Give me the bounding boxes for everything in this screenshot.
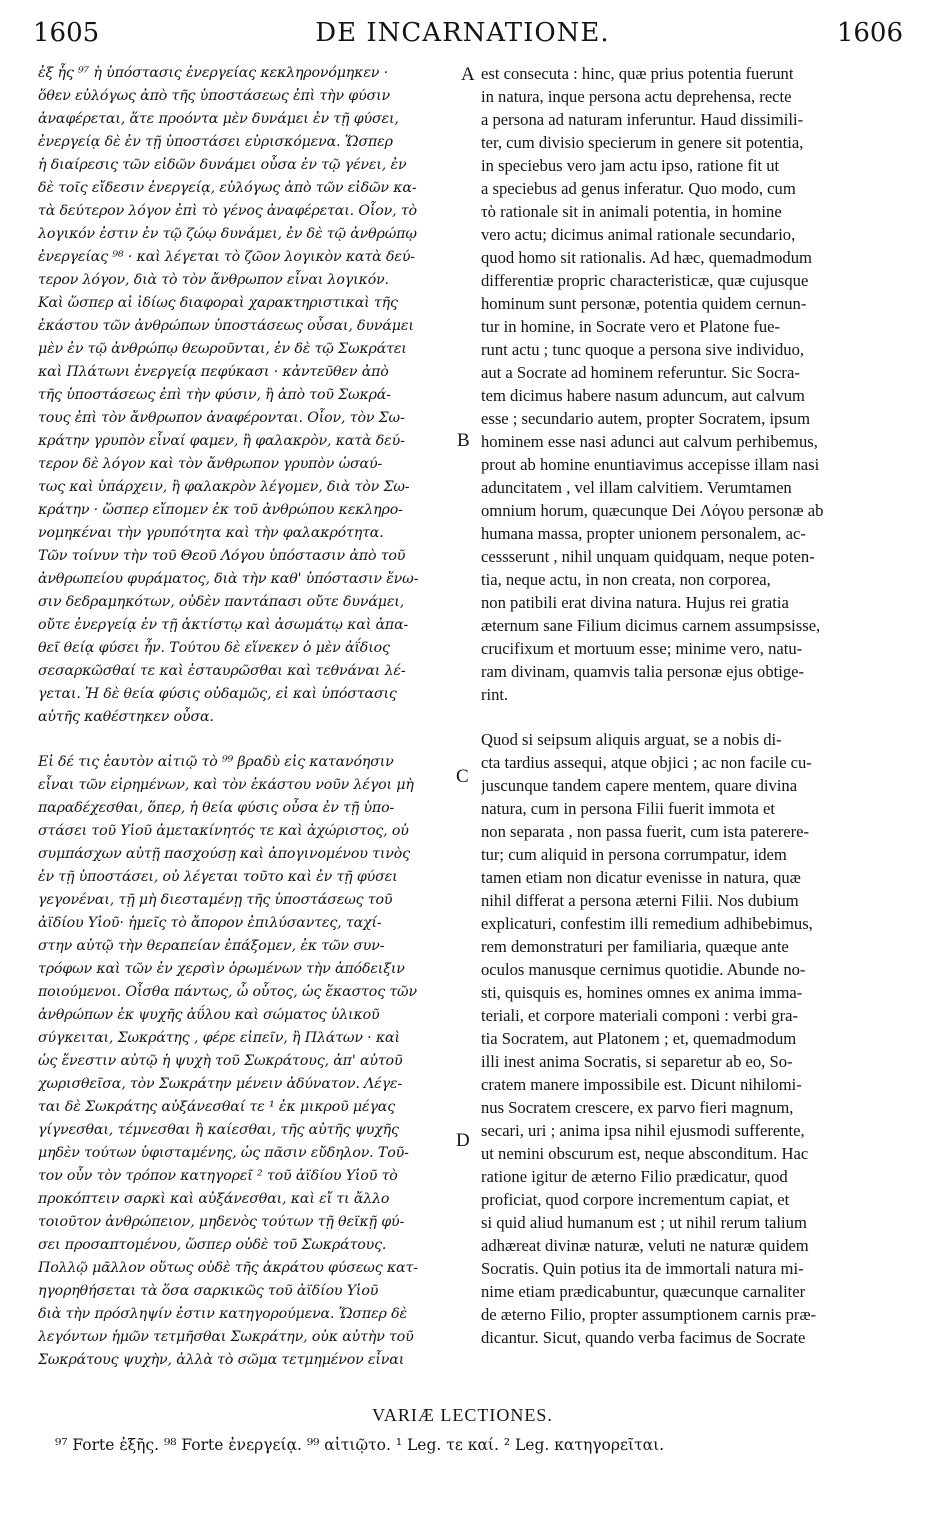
- text-line: tia Socratem, aut Platonem ; et, quemadmodum: [481, 1029, 797, 1048]
- text-line: rint.: [481, 685, 509, 704]
- text-line: ram divinam, quamvis talia personæ ejus obtige-: [481, 662, 805, 681]
- section-marker-b: B: [457, 430, 470, 451]
- text-line: secari, uri ; anima ipsa nihil ejusmodi sufferente,: [481, 1121, 805, 1140]
- text-line: γεται. Ἡ δὲ θεία φύσις οὐδαμῶς, εἰ καὶ ὑπόστασις: [38, 686, 397, 702]
- text-line: σεσαρκῶσθαί τε καὶ ἐσταυρῶσθαι καὶ τεθνάναι λέ-: [38, 663, 406, 679]
- text-line: non patibili erat divina natura. Hujus rei gratia: [481, 593, 789, 612]
- paragraph-gap: [481, 706, 901, 728]
- text-line: ἐνεργείᾳ δὲ ἐν τῇ ὑποστάσει εὑρισκόμενα. Ὥσπερ: [38, 134, 393, 150]
- text-line: de æterno Filio, propter assumptionem carnis præ-: [481, 1305, 817, 1324]
- running-title: DE INCARNATIONE.: [315, 18, 610, 48]
- text-line: στάσει τοῦ Υἱοῦ ἀμετακίνητός τε καὶ ἀχώριστος, οὐ: [38, 823, 409, 839]
- text-line: ter, cum divisio specierum in genere sit potentia,: [481, 133, 804, 152]
- text-line: tamen etiam non dicatur evenisse in natura, quæ: [481, 868, 801, 887]
- text-line: σει προσαπτομένου, ὥσπερ οὐδὲ τοῦ Σωκράτους.: [38, 1237, 387, 1253]
- text-line: τῆς ὑποστάσεως ἐπὶ τὴν φύσιν, ἢ ἀπὸ τοῦ Σωκρά-: [38, 387, 391, 403]
- text-line: dicantur. Sicut, quando verba facimus de Socrate: [481, 1328, 806, 1347]
- text-line: ἀϊδίου Υἱοῦ· ἡμεῖς τὸ ἄπορον ἐπιλύσαντες, ταχί-: [38, 915, 382, 931]
- section-marker-c: C: [456, 766, 469, 787]
- text-line: λεγόντων ἡμῶν τετμῆσθαι Σωκράτην, οὐκ αὐτὴν τοῦ: [38, 1329, 414, 1345]
- text-line: adhæreat divinæ naturæ, veluti ne naturæ quidem: [481, 1236, 809, 1255]
- text-line: proficiat, quod corpore incrementum capiat, et: [481, 1190, 790, 1209]
- text-line: teriali, et corpore materiali componi : verbi gra-: [481, 1006, 798, 1025]
- text-line: τους ἐπὶ τὸν ἄνθρωπον ἀναφέρονται. Οἷον, τὸν Σω-: [38, 410, 405, 426]
- text-line: nus Socratem crescere, ex parvo fieri magnum,: [481, 1098, 794, 1117]
- text-line: ἑκάστου τῶν ἀνθρώπων ὑποστάσεως οὖσαι, δυνάμει: [38, 318, 414, 334]
- text-line: aduncitatem , vel illam calvitiem. Verumtamen: [481, 478, 792, 497]
- text-line: οὔτε ἐνεργείᾳ ἐν τῇ ἀκτίστῳ καὶ ἀσωμάτῳ καὶ ἀπα-: [38, 617, 409, 633]
- text-line: τοιοῦτον ἀνθρώπειον, μηδενὸς τούτων τῇ θεϊκῇ φύ-: [38, 1214, 405, 1230]
- text-line: rem demonstraturi per familiaria, quæque ante: [481, 937, 789, 956]
- text-line: ποιούμενοι. Οἶσθα πάντως, ὦ οὗτος, ὡς ἕκαστος τῶν: [38, 984, 417, 1000]
- text-line: Socratis. Quin potius ita de immortali natura mi-: [481, 1259, 804, 1278]
- text-line: εἶναι τῶν εἰρημένων, καὶ τὸν ἑκάστου νοῦν λέγοι μὴ: [38, 777, 414, 793]
- text-line: γίγνεσθαι, τέμνεσθαι ἢ καίεσθαι, τῆς αὐτῆς ψυχῆς: [38, 1122, 399, 1138]
- variae-lectiones-notes: ⁹⁷ Forte ἐξῆς. ⁹⁸ Forte ἐνεργείᾳ. ⁹⁹ αἰτιῷτο. ¹ Leg. τε καί. ² Leg. κατηγορεῖται.: [55, 1436, 665, 1454]
- text-line: ὡς ἔνεστιν αὐτῷ ἡ ψυχὴ τοῦ Σωκράτους, ἀπ' αὐτοῦ: [38, 1053, 403, 1069]
- text-line: oculos manusque cernimus quotidie. Abunde no-: [481, 960, 806, 979]
- variae-lectiones-title: VARIÆ LECTIONES.: [372, 1405, 553, 1425]
- text-line: σύγκειται, Σωκράτης , φέρε εἰπεῖν, ἢ Πλάτων · καὶ: [38, 1030, 400, 1046]
- text-line: ἀνθρωπείου φυράματος, διὰ τὴν καθ' ὑπόστασιν ἕνω-: [38, 571, 419, 587]
- page-number-left: 1605: [33, 18, 100, 48]
- text-line: ἀνθρώπων ἐκ ψυχῆς ἀΰλου καὶ σώματος ὑλικοῦ: [38, 1007, 380, 1023]
- section-marker-d: D: [456, 1130, 470, 1151]
- text-line: in natura, inque persona actu deprehensa, recte: [481, 87, 792, 106]
- text-line: aut a Socrate ad hominem referuntur. Sic Socra-: [481, 363, 800, 382]
- page-number-right: 1606: [836, 18, 903, 48]
- text-line: a persona ad naturam inferuntur. Haud dissimili-: [481, 110, 804, 129]
- page-header: [0, 18, 925, 58]
- text-line: θεῖ θείᾳ φύσει ἦν. Τούτου δὲ εἵνεκεν ὁ μὲν ἀΐδιος: [38, 640, 390, 656]
- text-line: Quod si seipsum aliquis arguat, se a nobis di-: [481, 730, 782, 749]
- text-line: crucifixum et mortuum esse; minime vero, natu-: [481, 639, 803, 658]
- text-line: ἐξ ἧς ⁹⁷ ἡ ὑπόστασις ἐνεργείας κεκληρονόμηκεν ·: [38, 65, 388, 81]
- text-line: tem dicimus habere nasum aduncum, aut calvum: [481, 386, 805, 405]
- text-line: στην αὐτῷ τὴν θεραπείαν ἐπάξομεν, ἐκ τῶν συν-: [38, 938, 385, 954]
- text-line: nime etiam prædicabuntur, quæcunque carnaliter: [481, 1282, 806, 1301]
- text-line: ratione igitur de æterno Filio prædicatur, quod: [481, 1167, 788, 1186]
- text-line: in speciebus vero jam actu ipso, ratione fit ut: [481, 156, 780, 175]
- text-line: omnium horum, quæcunque Dei Λόγου personæ ab: [481, 501, 824, 520]
- text-line: ὅθεν εὐλόγως ἀπὸ τῆς ὑποστάσεως ἐπὶ τὴν φύσιν: [38, 88, 390, 104]
- text-line: συμπάσχων αὐτῇ πασχούσῃ καὶ ἀπογινομένου τινὸς: [38, 846, 410, 862]
- text-line: διὰ τὴν πρόσληψίν ἐστιν κατηγορούμενα. Ὥσπερ δὲ: [38, 1306, 407, 1322]
- text-line: ἐν τῇ ὑποστάσει, οὐ λέγεται τοῦτο καὶ ἐν τῇ φύσει: [38, 869, 398, 885]
- text-line: Τῶν τοίνυν τὴν τοῦ Θεοῦ Λόγου ὑπόστασιν ἀπὸ τοῦ: [38, 548, 406, 564]
- text-line: προκόπτειν σαρκὶ καὶ αὐξάνεσθαι, καὶ εἴ τι ἄλλο: [38, 1191, 390, 1207]
- text-line: νομηκέναι τὴν γρυπότητα καὶ τὴν φαλακρότητα.: [38, 525, 384, 541]
- text-line: Σωκράτους ψυχὴν, ἀλλὰ τὸ σῶμα τετμημένον εἶναι: [38, 1352, 405, 1368]
- section-marker-a: A: [461, 64, 475, 85]
- text-line: differentiæ propric characteristicæ, quæ cujusque: [481, 271, 809, 290]
- text-line: juscunque tandem capere mentem, quare divina: [481, 776, 798, 795]
- text-line: runt actu ; tunc quoque a persona sive individuo,: [481, 340, 805, 359]
- text-line: sti, quisquis es, homines omnes ex anima imma-: [481, 983, 803, 1002]
- text-line: ἀναφέρεται, ἅτε προόντα μὲν δυνάμει ἐν τῇ φύσει,: [38, 111, 399, 127]
- text-line: non separata , non passa fuerit, cum ista paterere-: [481, 822, 810, 841]
- text-line: nihil differat a persona æterni Filii. Nos dubium: [481, 891, 799, 910]
- text-line: cessserunt , nihil unquam quidquam, neque poten-: [481, 547, 815, 566]
- text-line: αὐτῆς καθέστηκεν οὖσα.: [38, 709, 214, 725]
- text-line: μὲν ἐν τῷ ἀνθρώπῳ θεωροῦνται, ἐν δὲ τῷ Σωκράτει: [38, 341, 407, 357]
- latin-column: [481, 62, 901, 1349]
- text-line: ut nemini obscurum est, neque absconditum. Hac: [481, 1144, 809, 1163]
- text-line: humana massa, propter unionem personalem, ac-: [481, 524, 806, 543]
- text-line: quod homo sit rationalis. Ad hæc, quemadmodum: [481, 248, 812, 267]
- text-line: ἐνεργείας ⁹⁸ · καὶ λέγεται τὸ ζῶον λογικὸν κατὰ δεύ-: [38, 249, 415, 265]
- text-line: illi inest anima Socratis, si separetur ab eo, So-: [481, 1052, 793, 1071]
- text-line: τον οὖν τὸν τρόπον κατηγορεῖ ² τοῦ ἀϊδίου Υἱοῦ τὸ: [38, 1168, 398, 1184]
- text-line: tur; cum aliquid in persona corrumpatur, idem: [481, 845, 787, 864]
- text-line: λογικόν ἐστιν ἐν τῷ ζώῳ δυνάμει, ἐν δὲ τῷ ἀνθρώπῳ: [38, 226, 417, 242]
- text-line: hominem esse nasi adunci aut calvum perhibemus,: [481, 432, 818, 451]
- text-line: κράτην γρυπὸν εἶναί φαμεν, ἢ φαλακρὸν, κατὰ δεύ-: [38, 433, 405, 449]
- text-line: τερον λόγον, διὰ τὸ τὸν ἄνθρωπον εἶναι λογικόν.: [38, 272, 389, 288]
- text-line: κράτην · ὥσπερ εἴπομεν ἐκ τοῦ ἀνθρώπου κεκληρο-: [38, 502, 403, 518]
- text-line: est consecuta : hinc, quæ prius potentia fuerunt: [481, 64, 794, 83]
- greek-column: [38, 62, 460, 1372]
- text-line: τὸ rationale sit in animali potentia, in homine: [481, 202, 782, 221]
- text-line: τρόφων καὶ τῶν ἐν χερσὶν ὁρωμένων τὴν ἀπόδειξιν: [38, 961, 405, 977]
- paragraph-gap: [38, 729, 460, 751]
- text-line: hominum sunt personæ, potentia quidem cernun-: [481, 294, 807, 313]
- text-line: χωρισθεῖσα, τὸν Σωκράτην μένειν ἀδύνατον. Λέγε-: [38, 1076, 403, 1092]
- text-line: cta tardius assequi, atque objici ; ac non facile cu-: [481, 753, 812, 772]
- text-line: καὶ Πλάτωνι ἐνεργείᾳ πεφύκασι · κἀντεῦθεν ἀπὸ: [38, 364, 389, 380]
- text-line: ται δὲ Σωκράτης αὐξάνεσθαί τε ¹ ἐκ μικροῦ μέγας: [38, 1099, 396, 1115]
- text-line: explicaturi, confestim illi remedium adhibebimus,: [481, 914, 813, 933]
- text-line: tia, neque actu, in non creata, non corporea,: [481, 570, 771, 589]
- text-line: δὲ τοῖς εἴδεσιν ἐνεργείᾳ, εὐλόγως ἀπὸ τῶν εἰδῶν κα-: [38, 180, 417, 196]
- text-line: ηγορηθήσεται τὰ ὅσα σαρκικῶς τοῦ ἀϊδίου Υἱοῦ: [38, 1283, 379, 1299]
- text-line: σιν δεδραμηκότων, οὐδὲν παντάπασι οὔτε δυνάμει,: [38, 594, 405, 610]
- text-line: tur in homine, in Socrate vero et Platone fue-: [481, 317, 781, 336]
- text-line: Καὶ ὥσπερ αἱ ἰδίως διαφοραὶ χαρακτηριστικαὶ τῆς: [38, 295, 398, 311]
- text-line: prout ab homine enuntiavimus accepisse illam nasi: [481, 455, 820, 474]
- text-line: γεγονέναι, τῇ μὴ διεσταμένῃ τῆς ὑποστάσεως τοῦ: [38, 892, 393, 908]
- text-line: a speciebus ad genus inferatur. Quo modo, cum: [481, 179, 796, 198]
- text-line: ἡ διαίρεσις τῶν εἰδῶν δυνάμει οὖσα ἐν τῷ γένει, ἐν: [38, 157, 407, 173]
- text-line: τὰ δεύτερον λόγον ἐπὶ τὸ γένος ἀναφέρεται. Οἷον, τὸ: [38, 203, 417, 219]
- text-line: natura, cum in persona Filii fuerit immota et: [481, 799, 776, 818]
- text-line: æternum sane Filium dicimus carnem assumpsisse,: [481, 616, 821, 635]
- text-line: Πολλῷ μᾶλλον οὕτως οὐδὲ τῆς ἀκράτου φύσεως κατ-: [38, 1260, 418, 1276]
- text-line: μηδὲν τούτων ὑφισταμένης, ὡς πᾶσιν εὔδηλον. Τοῦ-: [38, 1145, 409, 1161]
- text-line: τως καὶ ὑπάρχειν, ἢ φαλακρὸν λέγομεν, διὰ τὸν Σω-: [38, 479, 410, 495]
- text-line: τερον δὲ λόγον καὶ τὸν ἄνθρωπον γρυπὸν ὡσαύ-: [38, 456, 383, 472]
- text-line: cratem manere impossibile est. Dicunt nihilomi-: [481, 1075, 802, 1094]
- text-line: si quid aliud humanum est ; ut nihil rerum talium: [481, 1213, 807, 1232]
- text-line: Εἰ δέ τις ἑαυτὸν αἰτιῷ τὸ ⁹⁹ βραδὺ εἰς κατανόησιν: [38, 754, 394, 770]
- text-line: παραδέχεσθαι, ὅπερ, ἡ θεία φύσις οὖσα ἐν τῇ ὑπο-: [38, 800, 395, 816]
- text-line: esse ; secundario autem, propter Socratem, ipsum: [481, 409, 811, 428]
- text-line: vero actu; dicimus animal rationale secundario,: [481, 225, 796, 244]
